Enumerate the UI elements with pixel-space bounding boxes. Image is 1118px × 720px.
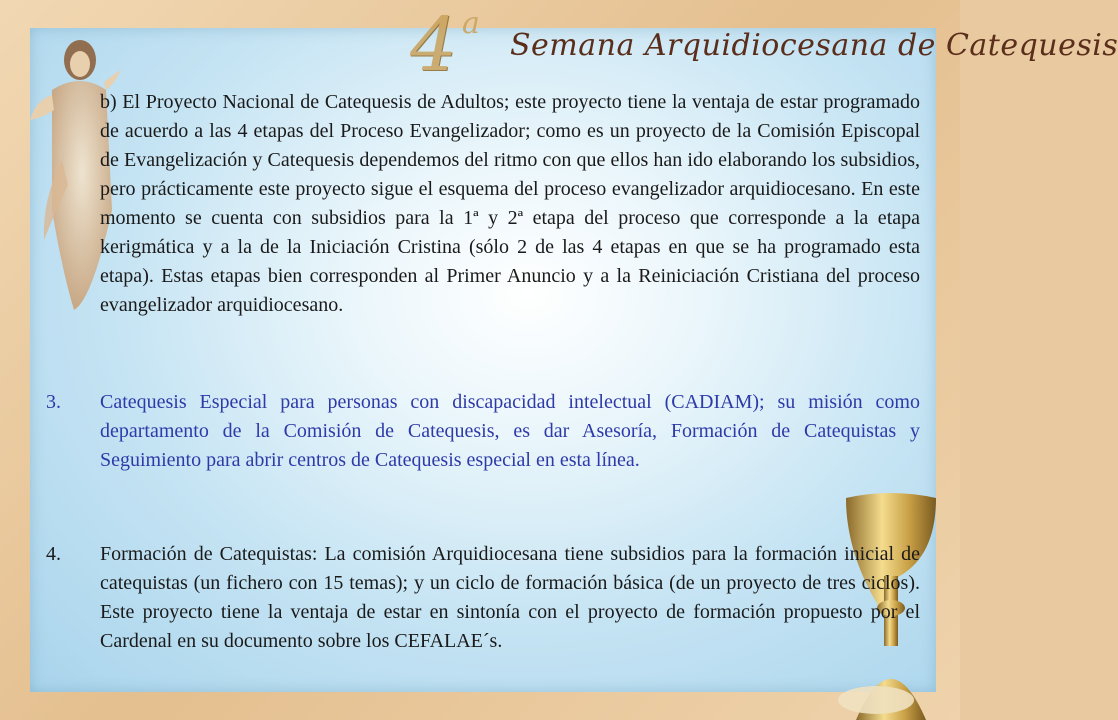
list-item-4 <box>46 540 920 656</box>
list-item-3 <box>46 388 920 475</box>
logo-superscript: a <box>462 6 480 41</box>
header-title: Semana Arquidiocesana de Catequesis <box>510 28 1118 63</box>
list-text-4: Formación de Catequistas: La comisión Arquidiocesana tiene subsidios para la formación inicial de catequistas (un fichero con 15 temas); y un ciclo de formación básica (de un proyecto de tres ciclos). Este proyecto tiene la ventaja de estar en sintonía con el proyecto de formación propuesto por el Cardenal en su documento sobre los CEFALAE´s. <box>100 543 920 652</box>
logo-number: 4 <box>410 2 458 88</box>
list-number-4: 4. <box>46 543 61 565</box>
list-number-3: 3. <box>46 391 61 413</box>
paragraph-b: b) El Proyecto Nacional de Catequesis de Adultos; este proyecto tiene la ventaja de estar programado de acuerdo a las 4 etapas del Proceso Evangelizador; como es un proyecto de la Comisión Episcopal de Evangelización y Catequesis dependemos del ritmo con que ellos han ido elaborando los subsidios, pero prácticamente este proyecto sigue el esquema del proceso evangelizador arquidiocesano. En este momento se cuenta con subsidios para la 1ª y 2ª etapa del proceso que corresponde a la etapa kerigmática y a la de la Iniciación Cristina (sólo 2 de las 4 etapas en que se ha programado esta etapa). Estas etapas bien corresponden al Primer Anuncio y a la Reiniciación Cristiana del proceso evangelizador arquidiocesano. <box>100 91 920 316</box>
list-text-3: Catequesis Especial para personas con discapacidad intelectual (CADIAM); su misión como departamento de la Comisión de Catequesis, es dar Asesoría, Formación de Catequistas y Seguimiento para abrir centros de Catequesis especial en esta línea. <box>100 391 920 471</box>
slide-content <box>46 88 920 652</box>
